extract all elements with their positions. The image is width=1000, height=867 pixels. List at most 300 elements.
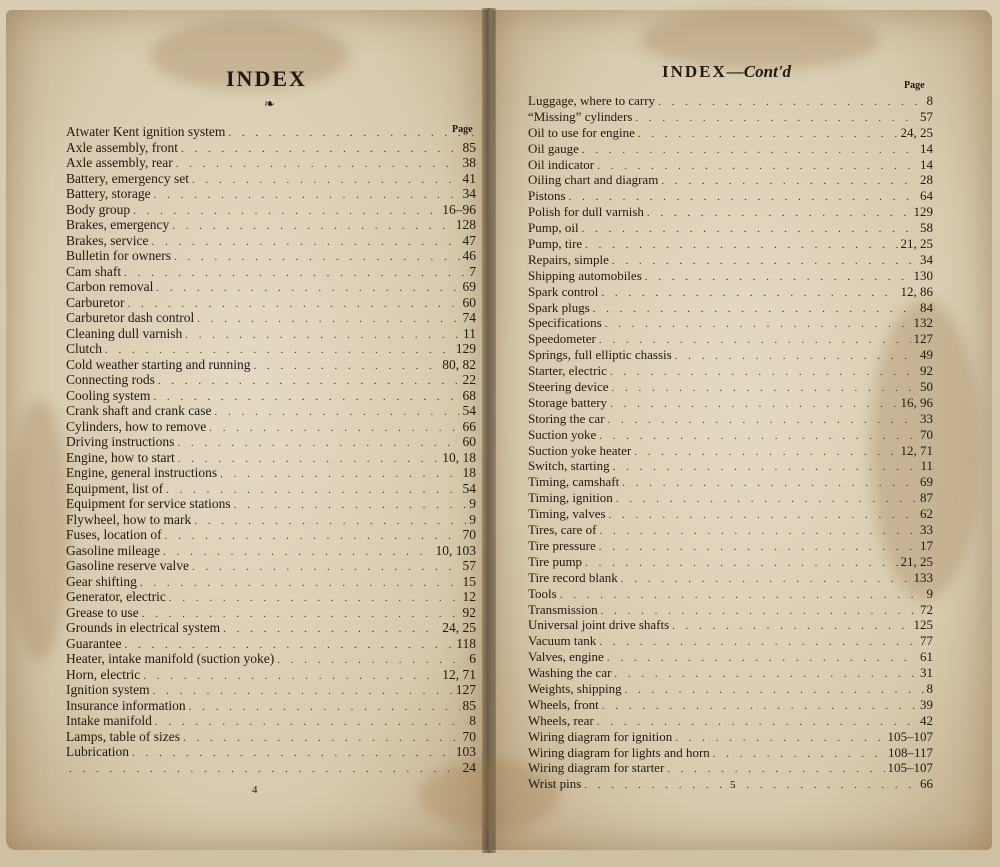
index-entry-page: 21, 25 <box>900 553 933 569</box>
dot-leader <box>560 588 924 604</box>
index-entry <box>66 527 476 543</box>
index-entry-page: 24, 25 <box>900 124 933 140</box>
index-entry <box>66 171 476 187</box>
index-entry <box>528 490 933 506</box>
dot-leader <box>675 349 917 365</box>
dot-leader <box>192 560 460 576</box>
dot-leader <box>183 731 460 747</box>
index-entry <box>66 589 476 605</box>
index-entry <box>66 713 476 729</box>
index-entry-label: Vacuum tank <box>528 633 597 649</box>
index-entry-page: 129 <box>913 204 933 220</box>
index-entry-page: 15 <box>462 573 476 589</box>
index-entry-label: Gasoline mileage <box>66 542 161 558</box>
index-entry-page: 103 <box>455 744 476 759</box>
index-entry-page: 39 <box>920 696 933 712</box>
dot-leader <box>277 653 466 669</box>
index-entry-label: Oil gauge <box>528 140 579 156</box>
dot-leader <box>220 467 459 483</box>
index-entry-page: 69 <box>920 474 933 490</box>
index-entry-page: 41 <box>462 170 476 186</box>
index-entry-page: 16–96 <box>442 201 476 217</box>
index-entry-page: 31 <box>920 665 933 681</box>
dot-leader <box>181 142 460 158</box>
index-entry <box>66 651 476 667</box>
dot-leader <box>608 413 917 429</box>
index-entry <box>66 450 476 466</box>
index-entry-page: 22 <box>462 372 476 387</box>
index-list-left <box>66 124 476 775</box>
dot-leader <box>610 397 897 413</box>
index-entry <box>66 512 476 528</box>
index-entry-page: 46 <box>462 248 476 263</box>
dot-leader <box>585 238 897 254</box>
index-entry-label: Lubrication <box>66 744 129 759</box>
dot-leader <box>609 508 917 524</box>
index-entry-page: 11 <box>920 458 933 474</box>
index-entry-page: 57 <box>920 108 933 124</box>
dot-leader <box>667 762 884 778</box>
dot-leader <box>599 429 917 445</box>
dot-leader <box>189 700 460 716</box>
dot-leader <box>156 281 459 297</box>
index-entry <box>528 474 933 490</box>
index-entry-page: 66 <box>920 776 933 792</box>
index-entry-label: Carburetor dash control <box>66 310 195 325</box>
index-entry-page: 70 <box>462 728 476 744</box>
index-entry-page: 85 <box>462 139 476 155</box>
index-entry <box>66 636 476 652</box>
index-entry-label: Pump, tire <box>528 236 583 252</box>
index-entry-label: Connecting rods <box>66 372 155 387</box>
index-entry-label: Suction yoke <box>528 426 597 442</box>
dot-leader <box>593 302 917 318</box>
index-entry <box>66 124 476 140</box>
index-entry-page: 70 <box>920 426 933 442</box>
index-entry-label: Cold weather starting and running <box>66 356 251 372</box>
index-entry-label: Wiring diagram for lights and horn <box>528 744 710 760</box>
index-entry-label: Switch, starting <box>528 458 610 474</box>
index-entry-page: 12, 86 <box>900 283 933 299</box>
index-entry-page: 92 <box>920 363 933 379</box>
index-entry <box>66 620 476 636</box>
index-entry <box>66 419 476 435</box>
index-entry <box>66 496 476 512</box>
index-entry-label: Specifications <box>528 315 602 331</box>
index-entry-label: Repairs, simple <box>528 251 609 267</box>
index-entry <box>528 347 933 363</box>
dot-leader <box>234 498 467 514</box>
dot-leader <box>625 683 924 699</box>
index-entry-page: 64 <box>920 188 933 204</box>
index-entry-label: Crank shaft and crank case <box>66 403 212 418</box>
dot-leader <box>151 235 459 251</box>
index-entry-label: Insurance information <box>66 697 186 713</box>
index-entry-label: Brakes, emergency <box>66 217 170 232</box>
index-entry-label: Wheels, rear <box>528 712 594 728</box>
index-entry <box>66 326 476 342</box>
index-entry <box>66 233 476 249</box>
index-entry-label: Grease to use <box>66 604 139 620</box>
index-entry-page: 11 <box>463 325 476 341</box>
index-entry-page: 42 <box>920 712 933 728</box>
index-entry-page: 54 <box>462 480 476 496</box>
index-entry <box>528 729 933 745</box>
index-cont-title-suffix: —Cont'd <box>726 62 792 81</box>
index-entry <box>66 357 476 373</box>
index-entry <box>66 558 476 574</box>
index-entry-label: Generator, electric <box>66 589 166 604</box>
dot-leader <box>209 421 459 437</box>
index-entry-label: Wheels, front <box>528 696 599 712</box>
index-entry <box>528 93 933 109</box>
dot-leader <box>638 127 898 143</box>
dot-leader <box>158 374 460 390</box>
dot-leader <box>658 95 923 111</box>
index-entry-page: 118 <box>456 635 476 651</box>
index-entry-label: Carburetor <box>66 294 125 310</box>
index-entry <box>66 403 476 419</box>
index-entry <box>528 188 933 204</box>
index-entry-label: Valves, engine <box>528 649 604 665</box>
index-entry <box>528 586 933 602</box>
index-entry-page: 9 <box>926 585 933 601</box>
index-entry-page: 132 <box>913 315 933 331</box>
index-entry <box>66 682 476 698</box>
dot-leader <box>599 635 917 651</box>
index-entry-page: 50 <box>920 379 933 395</box>
index-entry-label: Atwater Kent ignition system <box>66 124 226 139</box>
index-entry <box>528 713 933 729</box>
index-entry-page: 127 <box>455 682 476 697</box>
index-entry-page: 12, 71 <box>442 666 476 682</box>
index-entry-label: Speedometer <box>528 331 596 347</box>
index-entry-label: Timing, camshaft <box>528 474 620 490</box>
index-entry-page: 21, 25 <box>900 236 933 252</box>
dot-leader <box>194 514 466 530</box>
index-entry-label: Timing, valves <box>528 506 606 522</box>
index-entry-label: Clutch <box>66 341 102 356</box>
index-entry <box>528 268 933 284</box>
index-entry-label: Spark control <box>528 283 599 299</box>
index-entry-page: 34 <box>462 186 476 201</box>
dot-leader <box>223 622 439 638</box>
index-entry-label: Universal joint drive shafts <box>528 617 670 633</box>
index-entry-page: 92 <box>462 604 476 620</box>
index-entry <box>528 379 933 395</box>
index-entry-page: 130 <box>913 267 933 283</box>
index-entry-page: 8 <box>926 93 933 108</box>
index-entry <box>528 745 933 761</box>
dot-leader <box>154 188 460 204</box>
index-entry <box>528 602 933 618</box>
dot-leader <box>69 762 460 778</box>
index-entry-label: Cooling system <box>66 387 151 403</box>
index-entry-label: Wrist pins <box>528 776 582 792</box>
index-entry <box>528 284 933 300</box>
index-entry-label: Transmission <box>528 601 598 617</box>
index-entry-page: 80, 82 <box>442 356 476 372</box>
water-stain <box>640 10 880 70</box>
index-entry-label: Shipping automobiles <box>528 267 642 283</box>
index-entry-page: 12 <box>462 589 476 604</box>
index-entry-label: Storage battery <box>528 394 608 410</box>
index-entry <box>528 427 933 443</box>
index-entry-page: 33 <box>920 410 933 426</box>
index-entry-page: 125 <box>913 617 933 633</box>
index-entry-label: Pump, oil <box>528 220 579 236</box>
index-entry-label: Battery, storage <box>66 186 151 201</box>
index-entry-label: “Missing” cylinders <box>528 108 633 124</box>
index-entry-label: Washing the car <box>528 665 612 681</box>
page-column-heading: Page <box>452 124 473 135</box>
dot-leader <box>582 143 917 159</box>
index-entry-label: Storing the car <box>528 410 605 426</box>
index-entry-label: Bulletin for owners <box>66 248 171 263</box>
index-entry <box>66 310 476 326</box>
index-entry-label: Starter, electric <box>528 363 607 379</box>
index-cont-title <box>662 62 791 82</box>
index-entry-label: Pistons <box>528 188 566 204</box>
index-entry-page: 9 <box>469 496 476 511</box>
index-entry-page: 70 <box>462 527 476 542</box>
index-entry-label: Wiring diagram for starter <box>528 760 665 776</box>
dot-leader <box>174 250 460 266</box>
index-entry-page: 14 <box>920 140 933 156</box>
index-entry-label: Intake manifold <box>66 713 152 728</box>
index-entry <box>528 141 933 157</box>
dot-leader <box>602 699 917 715</box>
index-entry-label: Wiring diagram for ignition <box>528 728 673 744</box>
index-entry <box>528 125 933 141</box>
index-entry-label: Tire pump <box>528 553 583 569</box>
index-entry-label: Suction yoke heater <box>528 442 632 458</box>
index-entry-label: Grounds in electrical system <box>66 620 221 635</box>
index-entry-label: Engine, how to start <box>66 449 175 465</box>
index-entry <box>66 465 476 481</box>
dot-leader <box>672 619 910 635</box>
index-entry-page: 10, 103 <box>435 542 476 558</box>
index-entry-page: 85 <box>462 697 476 713</box>
index-entry-page: 8 <box>469 713 476 728</box>
index-entry <box>66 341 476 357</box>
dot-leader <box>124 266 466 282</box>
index-entry-page: 8 <box>926 680 933 696</box>
index-entry-page: 105–107 <box>887 728 933 744</box>
index-entry <box>528 665 933 681</box>
index-entry <box>66 248 476 264</box>
dot-leader <box>614 667 917 683</box>
page-number: 5 <box>730 779 736 791</box>
dot-leader <box>605 317 911 333</box>
dot-leader <box>645 270 911 286</box>
dot-leader <box>582 222 917 238</box>
index-entry <box>528 236 933 252</box>
index-entry <box>528 172 933 188</box>
dot-leader <box>612 381 918 397</box>
index-entry-page: 28 <box>920 172 933 188</box>
index-entry <box>66 605 476 621</box>
dot-leader <box>634 445 897 461</box>
index-entry <box>528 538 933 554</box>
dot-leader <box>585 556 897 572</box>
dot-leader <box>163 545 432 561</box>
dot-leader <box>599 524 917 540</box>
index-entry-page: 69 <box>462 279 476 294</box>
index-entry-label: Axle assembly, front <box>66 139 178 155</box>
index-entry <box>528 300 933 316</box>
index-entry-page: 60 <box>462 294 476 310</box>
index-entry <box>66 279 476 295</box>
dot-leader <box>228 126 473 142</box>
index-entry-label: Gasoline reserve valve <box>66 558 189 573</box>
index-entry-label: Horn, electric <box>66 666 141 682</box>
index-entry-label: Weights, shipping <box>528 680 622 696</box>
index-entry <box>528 458 933 474</box>
index-entry <box>66 744 476 760</box>
index-entry <box>66 372 476 388</box>
index-entry <box>66 217 476 233</box>
index-entry-page: 7 <box>469 263 476 279</box>
dot-leader <box>584 778 917 794</box>
water-stain <box>10 400 70 660</box>
index-entry-page: 128 <box>455 217 476 232</box>
index-entry-page: 9 <box>469 511 476 527</box>
index-entry-label: Lamps, table of sizes <box>66 728 180 744</box>
index-entry-label: Body group <box>66 201 131 217</box>
index-entry-label: Ignition system <box>66 682 150 697</box>
index-entry <box>66 574 476 590</box>
index-entry <box>528 697 933 713</box>
index-entry <box>528 315 933 331</box>
index-entry <box>528 522 933 538</box>
index-entry-label: Cylinders, how to remove <box>66 418 207 434</box>
index-entry-page: 18 <box>462 465 476 480</box>
dot-leader <box>155 715 466 731</box>
index-entry-label: Cleaning dull varnish <box>66 325 183 341</box>
dot-leader <box>169 591 460 607</box>
index-entry-label: Gear shifting <box>66 573 137 589</box>
index-entry-page: 17 <box>920 537 933 553</box>
index-entry-label: Flywheel, how to mark <box>66 511 192 527</box>
index-entry-label: Springs, full elliptic chassis <box>528 347 672 363</box>
index-entry <box>528 252 933 268</box>
dot-leader <box>153 684 453 700</box>
index-entry-label: Brakes, service <box>66 232 149 248</box>
index-entry-page: 24, 25 <box>442 620 476 635</box>
dot-leader <box>635 111 917 127</box>
dot-leader <box>185 328 460 344</box>
dot-leader <box>132 746 453 762</box>
index-entry-page: 72 <box>920 601 933 617</box>
index-entry-page: 108–117 <box>887 744 933 760</box>
index-entry-page: 68 <box>462 387 476 403</box>
index-entry <box>528 506 933 522</box>
dot-leader <box>607 651 917 667</box>
index-entry <box>66 186 476 202</box>
dot-leader <box>143 669 439 685</box>
index-entry-page: 127 <box>913 331 933 347</box>
ornament-glyph: ❧ <box>264 96 275 111</box>
index-entry-label: Battery, emergency set <box>66 170 189 186</box>
index-entry-page: 14 <box>920 156 933 172</box>
index-entry-label: Carbon removal <box>66 279 154 294</box>
index-entry <box>528 633 933 649</box>
index-entry <box>66 388 476 404</box>
index-entry <box>66 667 476 683</box>
index-title: INDEX <box>226 66 307 91</box>
index-entry <box>528 443 933 459</box>
dot-leader <box>601 286 897 302</box>
index-entry-label: Cam shaft <box>66 263 122 279</box>
dot-leader <box>610 365 917 381</box>
index-entry-page: 47 <box>462 232 476 248</box>
index-entry <box>66 202 476 218</box>
index-entry-label: Driving instructions <box>66 434 175 449</box>
index-entry-page: 77 <box>920 633 933 649</box>
dot-leader <box>253 359 439 375</box>
index-cont-title-main: INDEX <box>662 62 727 81</box>
index-entry-page: 74 <box>462 310 476 325</box>
index-entry <box>528 220 933 236</box>
index-entry-page: 57 <box>462 558 476 573</box>
index-entry-page: 105–107 <box>887 760 933 776</box>
index-entry-page: 60 <box>462 434 476 449</box>
index-entry-label: Tire pressure <box>528 537 596 553</box>
index-entry <box>66 481 476 497</box>
dot-leader <box>172 219 453 235</box>
index-entry-label: Polish for dull varnish <box>528 204 644 220</box>
dot-leader <box>616 492 917 508</box>
index-entry-page: 62 <box>920 506 933 522</box>
index-entry <box>66 295 476 311</box>
index-entry <box>528 395 933 411</box>
index-entry-page: 49 <box>920 347 933 363</box>
index-entry-page: 33 <box>920 522 933 538</box>
dot-leader <box>612 254 917 270</box>
index-entry <box>66 140 476 156</box>
index-entry <box>66 264 476 280</box>
dot-leader <box>647 206 911 222</box>
index-entry <box>528 760 933 776</box>
index-entry-page: 87 <box>920 490 933 506</box>
index-entry-page: 24 <box>462 759 476 775</box>
index-entry-label: Equipment for service stations <box>66 496 231 511</box>
index-entry <box>528 681 933 697</box>
index-entry-page: 10, 18 <box>442 449 476 465</box>
index-entry-label: Oiling chart and diagram <box>528 172 659 188</box>
index-entry-label: Guarantee <box>66 635 122 651</box>
dot-leader <box>176 157 460 173</box>
index-entry-page: 34 <box>920 251 933 267</box>
index-entry <box>528 617 933 633</box>
index-entry-label: Oil indicator <box>528 156 595 172</box>
index-entry-label: Axle assembly, rear <box>66 155 173 170</box>
dot-leader <box>165 529 460 545</box>
dot-leader <box>661 174 917 190</box>
index-entry-page: 6 <box>469 651 476 666</box>
index-entry-label: Equipment, list of <box>66 480 164 496</box>
index-entry <box>66 698 476 714</box>
index-entry-page: 61 <box>920 649 933 665</box>
dot-leader <box>197 312 459 328</box>
index-entry <box>528 109 933 125</box>
index-entry <box>528 411 933 427</box>
page-number: 4 <box>252 784 258 796</box>
index-entry-page: 129 <box>455 341 476 356</box>
index-entry <box>66 760 476 776</box>
index-entry-label: Tools <box>528 585 557 601</box>
